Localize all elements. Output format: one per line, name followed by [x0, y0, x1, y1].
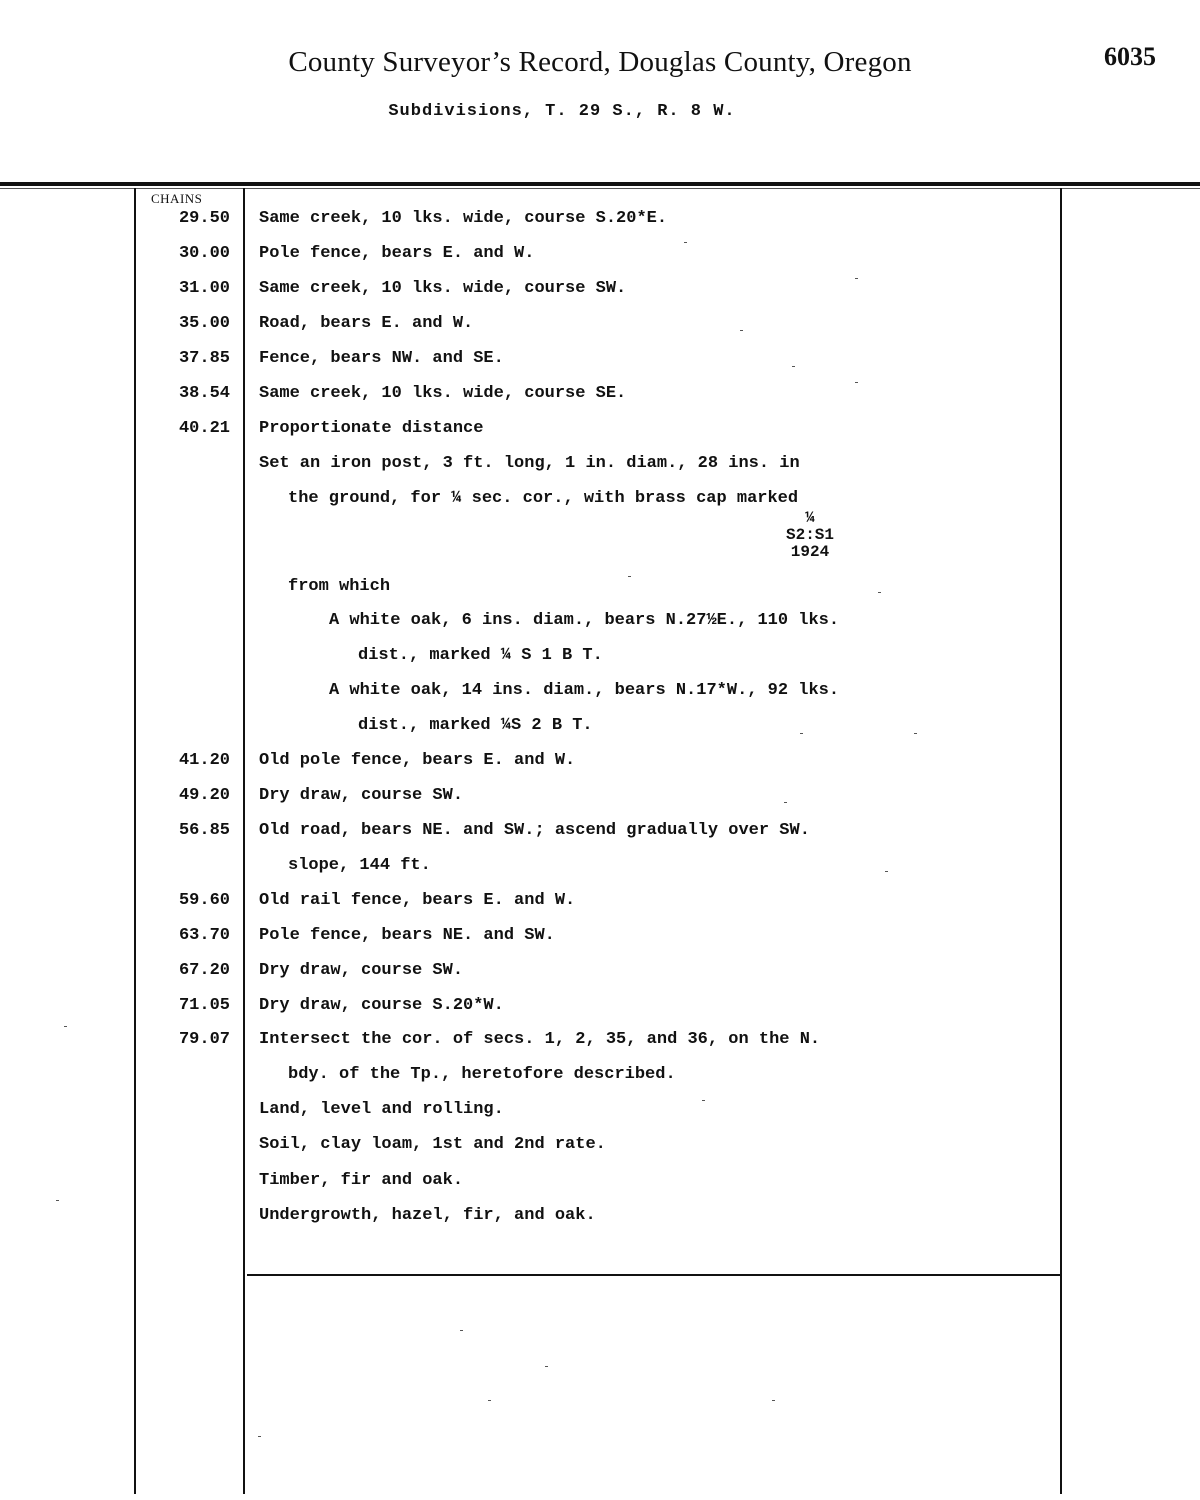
chains-value: 30.00	[178, 244, 230, 263]
scan-speck	[545, 1366, 548, 1367]
entry-text: Soil, clay loam, 1st and 2nd rate.	[259, 1135, 606, 1154]
chains-value: 31.00	[178, 279, 230, 298]
header-rule	[0, 182, 1200, 186]
table-row	[0, 988, 1200, 1023]
table-row	[0, 1163, 1200, 1198]
entry-text: A white oak, 14 ins. diam., bears N.17*W., 92 lks.	[329, 681, 840, 700]
scan-speck	[258, 1436, 261, 1437]
table-row	[0, 341, 1200, 376]
entry-text: Old pole fence, bears E. and W.	[259, 751, 576, 770]
table-row	[0, 1022, 1200, 1057]
scan-speck	[702, 1100, 705, 1101]
entry-text: Timber, fir and oak.	[259, 1171, 464, 1190]
table-row	[0, 603, 1200, 638]
table-row	[0, 236, 1200, 271]
table-row	[0, 673, 1200, 708]
entry-text: dist., marked ¼ S 1 B T.	[358, 646, 603, 665]
entry-text: bdy. of the Tp., heretofore described.	[288, 1065, 676, 1084]
table-row	[0, 953, 1200, 988]
chains-value: 37.85	[178, 349, 230, 368]
chains-value: 59.60	[178, 891, 230, 910]
brass-cap-sections: S2:S1	[785, 526, 834, 544]
scan-speck	[792, 366, 795, 367]
entry-text: the ground, for ¼ sec. cor., with brass cap marked	[288, 489, 799, 508]
entry-text: Same creek, 10 lks. wide, course S.20*E.	[259, 209, 668, 228]
scan-speck	[772, 1400, 775, 1401]
table-row	[0, 848, 1200, 883]
page-number: 6035	[1104, 42, 1156, 71]
entry-text: Land, level and rolling.	[259, 1100, 504, 1119]
entry-text: Road, bears E. and W.	[259, 314, 474, 333]
entry-text: Set an iron post, 3 ft. long, 1 in. diam., 28 ins. in	[259, 454, 800, 473]
chains-value: 35.00	[178, 314, 230, 333]
brass-cap-fraction: ¼	[805, 509, 815, 527]
scan-speck	[740, 330, 743, 331]
header-rule-thin	[0, 188, 1200, 189]
scan-speck	[56, 1200, 59, 1201]
chains-value: 67.20	[178, 961, 230, 980]
entry-text: Proportionate distance	[259, 419, 484, 438]
table-row	[0, 638, 1200, 673]
scan-speck	[684, 242, 687, 243]
chains-value: 49.20	[178, 786, 230, 805]
scan-speck	[64, 1026, 67, 1027]
table-row	[0, 201, 1200, 236]
scan-speck	[855, 278, 858, 279]
brass-cap-marking	[760, 510, 860, 561]
entry-text: dist., marked ¼S 2 B T.	[358, 716, 593, 735]
table-row	[0, 743, 1200, 778]
entry-text: slope, 144 ft.	[288, 856, 431, 875]
scan-speck	[885, 871, 888, 872]
chains-value: 38.54	[178, 384, 230, 403]
entry-text: Undergrowth, hazel, fir, and oak.	[259, 1206, 596, 1225]
chains-value: 71.05	[178, 996, 230, 1015]
brass-cap-year: 1924	[790, 543, 830, 561]
table-row	[0, 1198, 1200, 1233]
scan-speck	[628, 576, 631, 577]
table-row	[0, 1127, 1200, 1162]
chains-value: 40.21	[178, 419, 230, 438]
entry-text: Same creek, 10 lks. wide, course SE.	[259, 384, 627, 403]
scan-speck	[855, 382, 858, 383]
entry-text: Dry draw, course SW.	[259, 786, 464, 805]
scan-speck	[800, 733, 803, 734]
entry-text: Old road, bears NE. and SW.; ascend gradually over SW.	[259, 821, 810, 840]
table-row	[0, 376, 1200, 411]
table-row	[0, 813, 1200, 848]
chains-value: 56.85	[178, 821, 230, 840]
table-row	[0, 569, 1200, 604]
table-row	[0, 481, 1200, 516]
entry-text: Pole fence, bears NE. and SW.	[259, 926, 555, 945]
entry-text: from which	[288, 577, 391, 596]
table-row	[0, 778, 1200, 813]
table-row	[0, 883, 1200, 918]
table-row	[0, 446, 1200, 481]
entry-text: Dry draw, course S.20*W.	[259, 996, 504, 1015]
entry-text: Same creek, 10 lks. wide, course SW.	[259, 279, 627, 298]
entry-text: A white oak, 6 ins. diam., bears N.27½E., 110 lks.	[329, 611, 840, 630]
scan-speck	[878, 592, 881, 593]
table-row	[0, 1092, 1200, 1127]
table-row	[0, 411, 1200, 446]
table-row	[0, 306, 1200, 341]
scan-speck	[784, 802, 787, 803]
table-row	[0, 708, 1200, 743]
page-subtitle: Subdivisions, T. 29 S., R. 8 W.	[388, 102, 736, 121]
table-row	[0, 1057, 1200, 1092]
entry-text: Dry draw, course SW.	[259, 961, 464, 980]
entry-text: Pole fence, bears E. and W.	[259, 244, 535, 263]
entry-text: Old rail fence, bears E. and W.	[259, 891, 576, 910]
table-row	[0, 918, 1200, 953]
chains-value: 41.20	[178, 751, 230, 770]
chains-column-header: CHAINS	[151, 191, 203, 206]
entry-text: Intersect the cor. of secs. 1, 2, 35, and 36, on the N.	[259, 1030, 821, 1049]
scan-speck	[914, 733, 917, 734]
page-title: County Surveyor’s Record, Douglas County, Oregon	[288, 46, 912, 78]
chains-value: 79.07	[178, 1030, 230, 1049]
chains-value: 63.70	[178, 926, 230, 945]
entries-end-rule	[247, 1274, 1060, 1276]
entry-text: Fence, bears NW. and SE.	[259, 349, 504, 368]
scan-speck	[488, 1400, 491, 1401]
scan-speck	[460, 1330, 463, 1331]
chains-value: 29.50	[178, 209, 230, 228]
table-row	[0, 271, 1200, 306]
